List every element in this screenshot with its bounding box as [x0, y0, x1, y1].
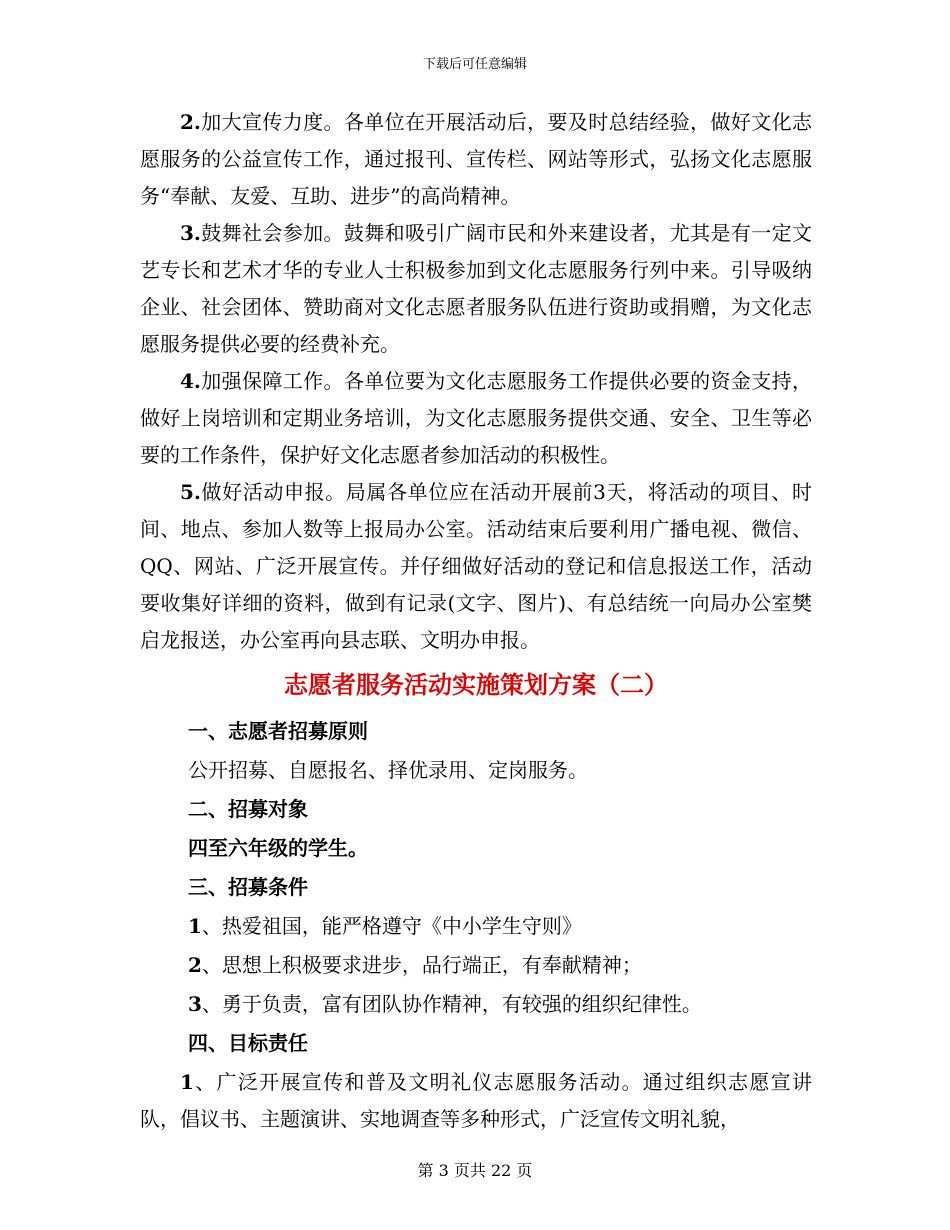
page-footer: 第 3 页共 22 页: [417, 1161, 533, 1180]
document-body: [140, 104, 812, 1138]
paragraph-2: 2.加大宣传力度。各单位在开展活动后，要及时总结经验，做好文化志愿服务的公益宣传工作，通过报刊、宣传栏、网站等形式，弘扬文化志愿服务“奉献、友爱、互助、进步”的高尚精神。: [140, 110, 812, 208]
condition-item: 3、勇于负责，富有团队协作精神，有较强的组织纪律性。: [188, 992, 702, 1016]
condition-item: 2、思想上积极要求进步，品行端正，有奉献精神；: [188, 953, 642, 977]
paragraph-3: 3.鼓舞社会参加。鼓舞和吸引广阔市民和外来建设者，尤其是有一定文艺专长和艺术才华的专业人士积极参加到文化志愿服务行列中来。引导吸纳企业、社会团体、赞助商对文化志愿者服务队伍进行资助或捐赠，为文化志愿服务提供必要的经费补充。: [140, 221, 812, 356]
section-title: 志愿者服务活动实施策划方案（二）: [284, 671, 668, 699]
page-header: 下载后可任意编辑: [422, 57, 527, 72]
paragraph-5: 5.做好活动申报。局属各单位应在活动开展前3天，将活动的项目、时间、地点、参加人数等上报局办公室。活动结束后要利用广播电视、微信、QQ、网站、广泛开展宣传。并仔细做好活动的登记和信息报送工作，活动要收集好详细的资料，做到有记录(文字、图片)、有总结统一向局办公室樊启龙报送，办公室再向县志联、文明办申报。: [140, 480, 812, 652]
heading-recruit-principle: 一、志愿者招募原则: [188, 719, 368, 743]
heading-recruit-conditions: 三、招募条件: [188, 875, 308, 899]
heading-goal-responsibility: 四、目标责任: [188, 1031, 308, 1055]
condition-item: 1、热爱祖国，能严格遵守《中小学生守则》: [188, 914, 582, 938]
recruit-principle-text: 公开招募、自愿报名、择优录用、定岗服务。: [188, 758, 588, 782]
paragraph-4: 4.加强保障工作。各单位要为文化志愿服务工作提供必要的资金支持，做好上岗培训和定期业务培训，为文化志愿服务提供交通、安全、卫生等必要的工作条件，保护好文化志愿者参加活动的积极性。: [140, 369, 812, 467]
heading-recruit-target: 二、招募对象: [188, 797, 308, 821]
goal-item-1: 1、广泛开展宣传和普及文明礼仪志愿服务活动。通过组织志愿宣讲队，倡议书、主题演讲、实地调查等多种形式，广泛宣传文明礼貌，: [140, 1070, 812, 1131]
recruit-target-text: 四至六年级的学生。: [188, 836, 368, 860]
